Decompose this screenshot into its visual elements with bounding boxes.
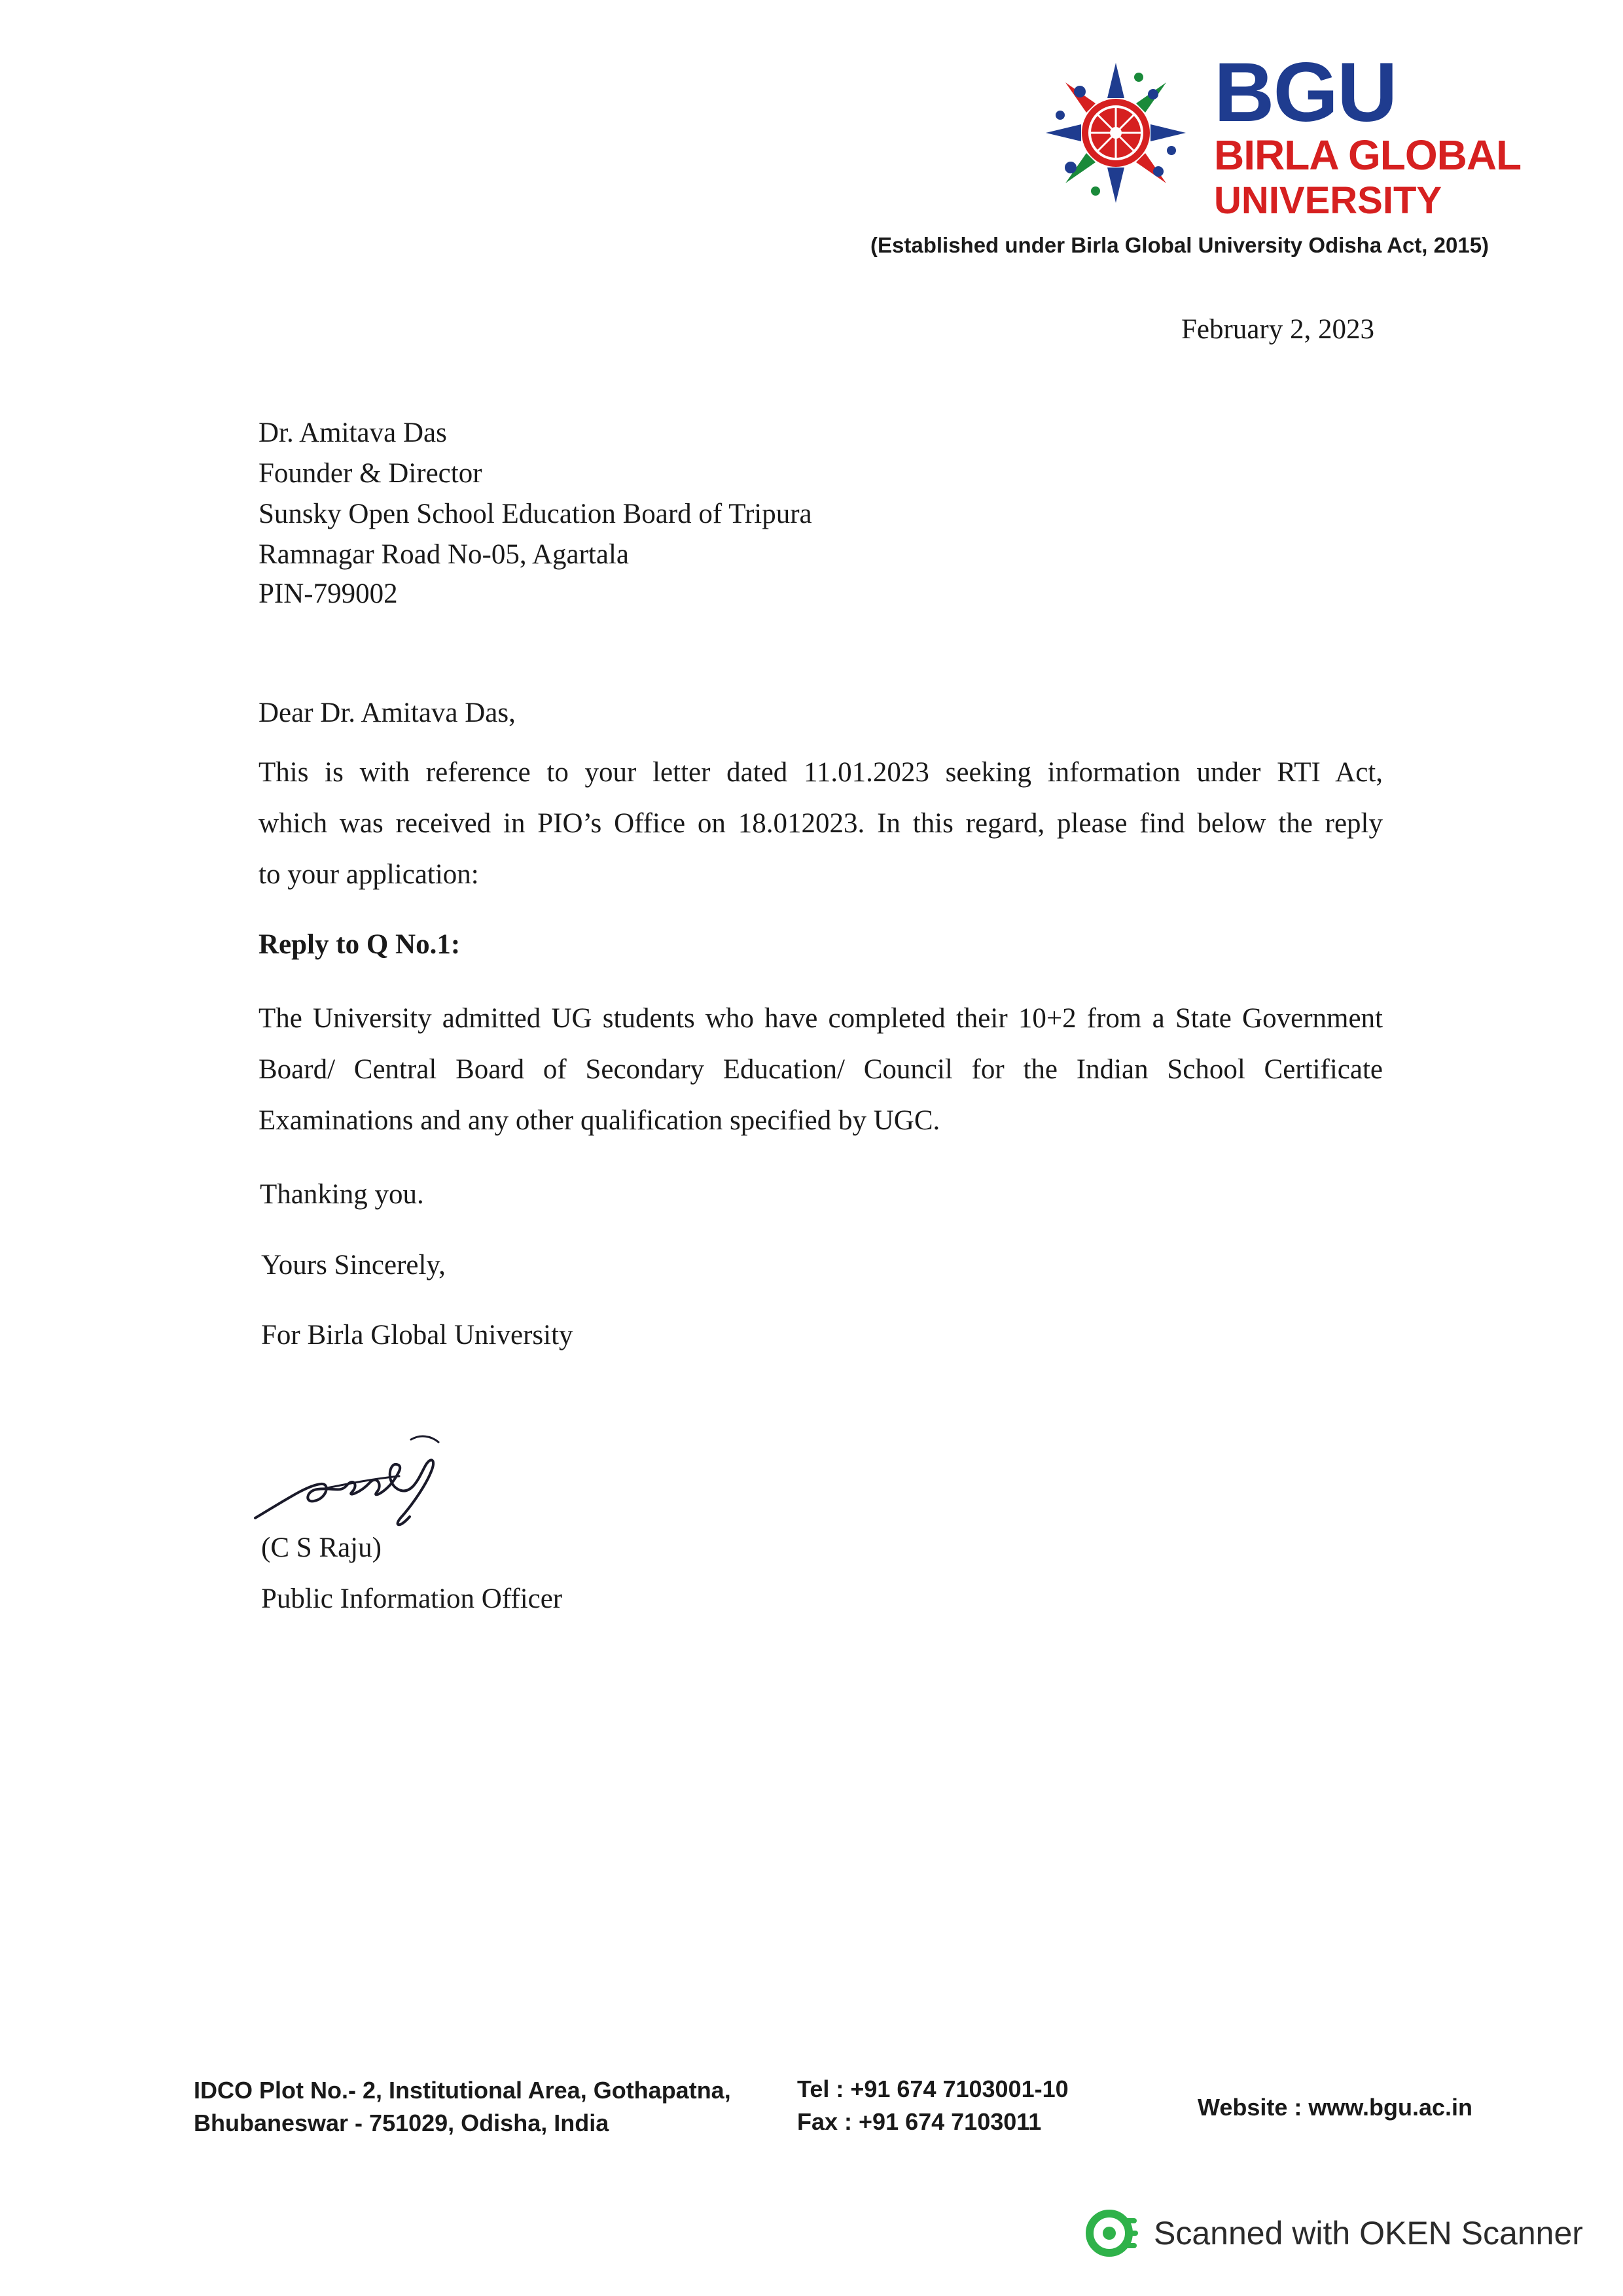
logo-abbreviation: BGU bbox=[1214, 46, 1397, 139]
recipient-pin: PIN-799002 bbox=[259, 578, 398, 609]
university-logo-emblem-icon bbox=[1041, 58, 1191, 208]
footer-address-line: Bhubaneswar - 751029, Odisha, India bbox=[194, 2110, 609, 2136]
oken-scanner-icon bbox=[1083, 2205, 1139, 2261]
paragraph-line: which was received in PIO’s Office on 18.012023. In this regard, please find below the reply bbox=[259, 808, 1383, 839]
footer-telephone: Tel : +91 674 7103001-10 bbox=[797, 2075, 1069, 2102]
reply-heading: Reply to Q No.1: bbox=[259, 929, 461, 960]
logo-name-line2: UNIVERSITY bbox=[1214, 179, 1442, 222]
paragraph-line: The University admitted UG students who have completed their 10+2 from a State Government bbox=[259, 1003, 1383, 1034]
signatory-title: Public Information Officer bbox=[261, 1583, 563, 1614]
footer-website: Website : www.bgu.ac.in bbox=[1198, 2094, 1473, 2121]
reply-paragraph bbox=[259, 993, 1383, 1146]
signatory-name: (C S Raju) bbox=[261, 1532, 382, 1563]
footer-address-line: IDCO Plot No.- 2, Institutional Area, Gothapatna, bbox=[194, 2077, 731, 2104]
logo-name-line1: BIRLA GLOBAL bbox=[1214, 132, 1522, 179]
footer-fax: Fax : +91 674 7103011 bbox=[797, 2108, 1042, 2135]
footer-contact bbox=[797, 2073, 1069, 2138]
paragraph-line: Board/ Central Board of Secondary Education/ Council for the Indian School Certificate bbox=[259, 1054, 1383, 1085]
closing-line: Yours Sincerely, bbox=[261, 1250, 446, 1280]
paragraph-line: This is with reference to your letter dated 11.01.2023 seeking information under RTI Act, bbox=[259, 757, 1383, 788]
footer-address bbox=[194, 2074, 731, 2140]
established-note: (Established under Birla Global University Odisha Act, 2015) bbox=[870, 233, 1489, 257]
recipient-street: Ramnagar Road No-05, Agartala bbox=[259, 539, 629, 570]
thanks-line: Thanking you. bbox=[260, 1179, 424, 1210]
scanner-watermark bbox=[1083, 2205, 1583, 2261]
recipient-designation: Founder & Director bbox=[259, 458, 482, 489]
recipient-organization: Sunsky Open School Education Board of Tripura bbox=[259, 499, 812, 529]
paragraph-line: Examinations and any other qualification specified by UGC. bbox=[259, 1105, 940, 1136]
handwritten-signature bbox=[249, 1420, 471, 1538]
on-behalf-line: For Birla Global University bbox=[261, 1320, 573, 1351]
salutation: Dear Dr. Amitava Das, bbox=[259, 698, 516, 728]
letter-date: February 2, 2023 bbox=[1181, 314, 1374, 345]
reference-paragraph bbox=[259, 747, 1383, 900]
paragraph-line: to your application: bbox=[259, 859, 479, 890]
recipient-name: Dr. Amitava Das bbox=[259, 417, 447, 448]
scanner-watermark-text: Scanned with OKEN Scanner bbox=[1154, 2215, 1583, 2252]
